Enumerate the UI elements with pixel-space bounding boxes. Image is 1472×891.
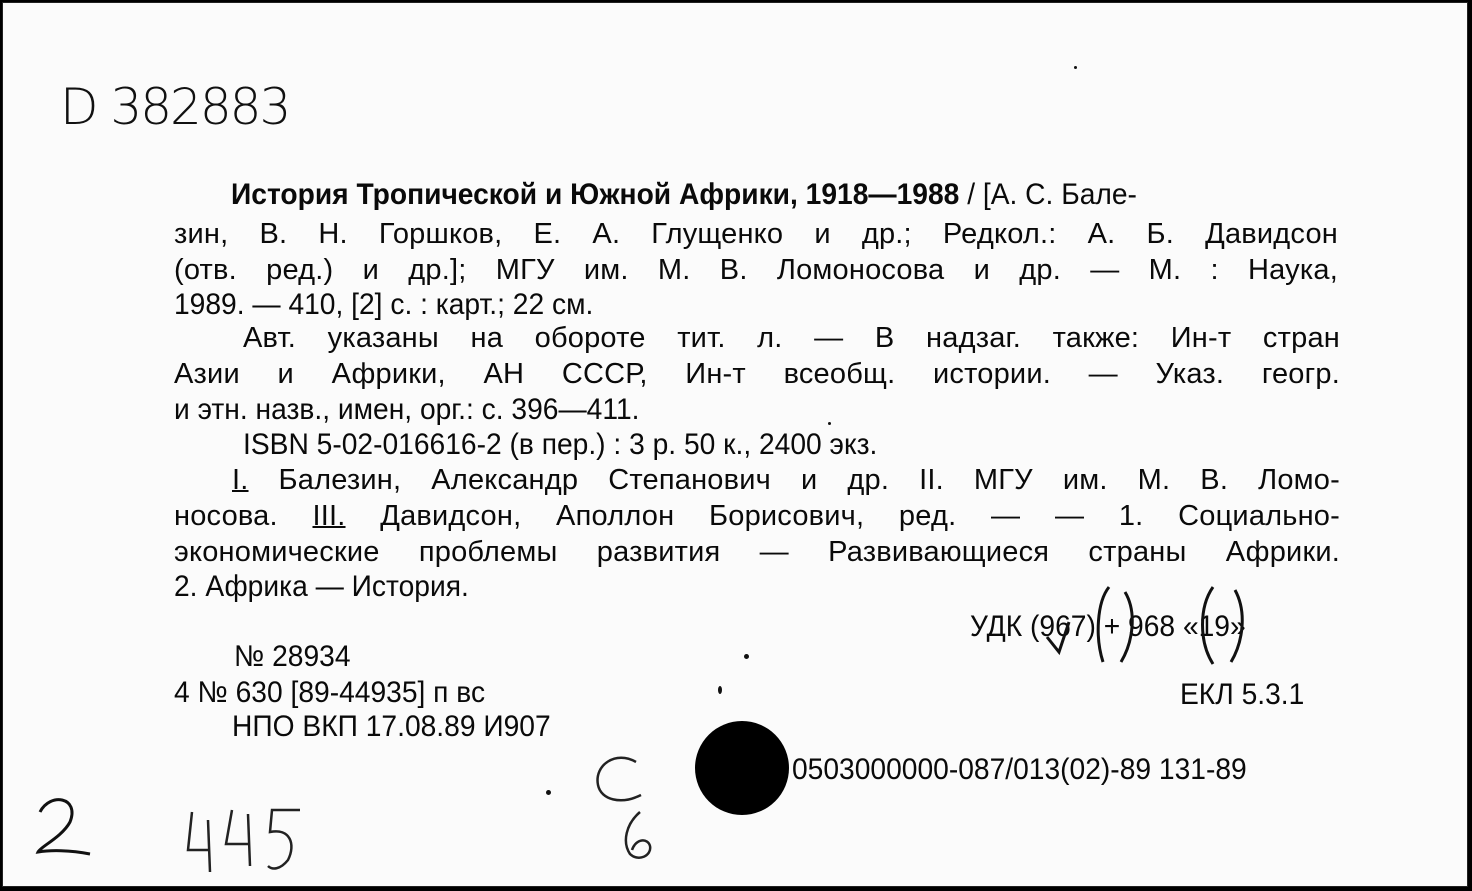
note-line-2: Азии и Африки, АН СССР, Ин-т всеобщ. истории. — Указ. геогр. (174, 358, 1340, 390)
tracing-line-4: 2. Африка — История. (174, 570, 469, 603)
handwritten-number-6 (612, 806, 672, 866)
note-line-1: Авт. указаны на обороте тит. л. — В надзаг. также: Ин-т стран (243, 322, 1340, 354)
isbn-line: ISBN 5-02-016616-2 (в пер.) : 3 р. 50 к., 2400 экз. (243, 428, 878, 461)
ekl-code: ЕКЛ 5.3.1 (1180, 678, 1305, 711)
catalog-card (2, 2, 1468, 887)
udk-part-1: (967) (1030, 610, 1096, 643)
udk-label: УДК (970, 610, 1023, 643)
tracing-line-2 (174, 502, 1340, 531)
udk-suffix: «19» (1182, 610, 1246, 643)
tracing-line-1 (232, 466, 1340, 495)
ink-speck (718, 686, 722, 694)
desc-line-2: (отв. ред.) и др.]; МГУ им. М. В. Ломоносова и др. — М. : Наука, (174, 254, 1338, 286)
note-line-3: и этн. назв., имен, орг.: с. 396—411. (174, 393, 640, 426)
udk-handwritten-brackets (1037, 582, 1267, 672)
desc-line-3: 1989. — 410, [2] с. : карт.; 22 см. (174, 288, 594, 321)
punch-hole (695, 721, 789, 815)
tracing-line-1-text: Балезин, Александр Степанович и др. II. МГУ им. М. В. Ломо- (248, 464, 1340, 496)
ink-speck (744, 654, 749, 659)
ink-speck (828, 422, 831, 425)
publisher-line: НПО ВКП 17.08.89 И907 (232, 710, 551, 743)
title-line (231, 180, 1137, 210)
handwritten-number-445 (180, 800, 320, 880)
book-title: История Тропической и Южной Африки, 1918—1988 (231, 178, 960, 211)
record-number: № 28934 (234, 640, 351, 673)
tracing-line-2-start: носова. (174, 500, 278, 532)
ink-speck (546, 790, 551, 795)
udk-plus: + (1103, 610, 1121, 643)
tracing-iii-label: III. (312, 500, 346, 532)
handwritten-number-2 (30, 792, 100, 862)
tracing-line-3: экономические проблемы развития — Развивающиеся страны Африки. (174, 536, 1340, 568)
handwritten-letter-c (586, 750, 656, 810)
tracing-i-label: I. (232, 464, 249, 496)
code-line: 0503000000-087/013(02)-89 131-89 (792, 753, 1247, 786)
tracing-line-2-text: Давидсон, Аполлон Борисович, ред. — — 1. Социально- (345, 500, 1340, 532)
desc-line-1: зин, В. Н. Горшков, Е. А. Глущенко и др.; Редкол.: А. Б. Давидсон (174, 218, 1338, 250)
order-line: 4 № 630 [89-44935] п вс (174, 676, 486, 709)
udk-part-2: 968 (1128, 610, 1176, 643)
ink-speck (1074, 66, 1077, 69)
number-stamp: D 382883 (60, 78, 290, 136)
title-authors-start: / [А. С. Бале- (959, 178, 1137, 211)
